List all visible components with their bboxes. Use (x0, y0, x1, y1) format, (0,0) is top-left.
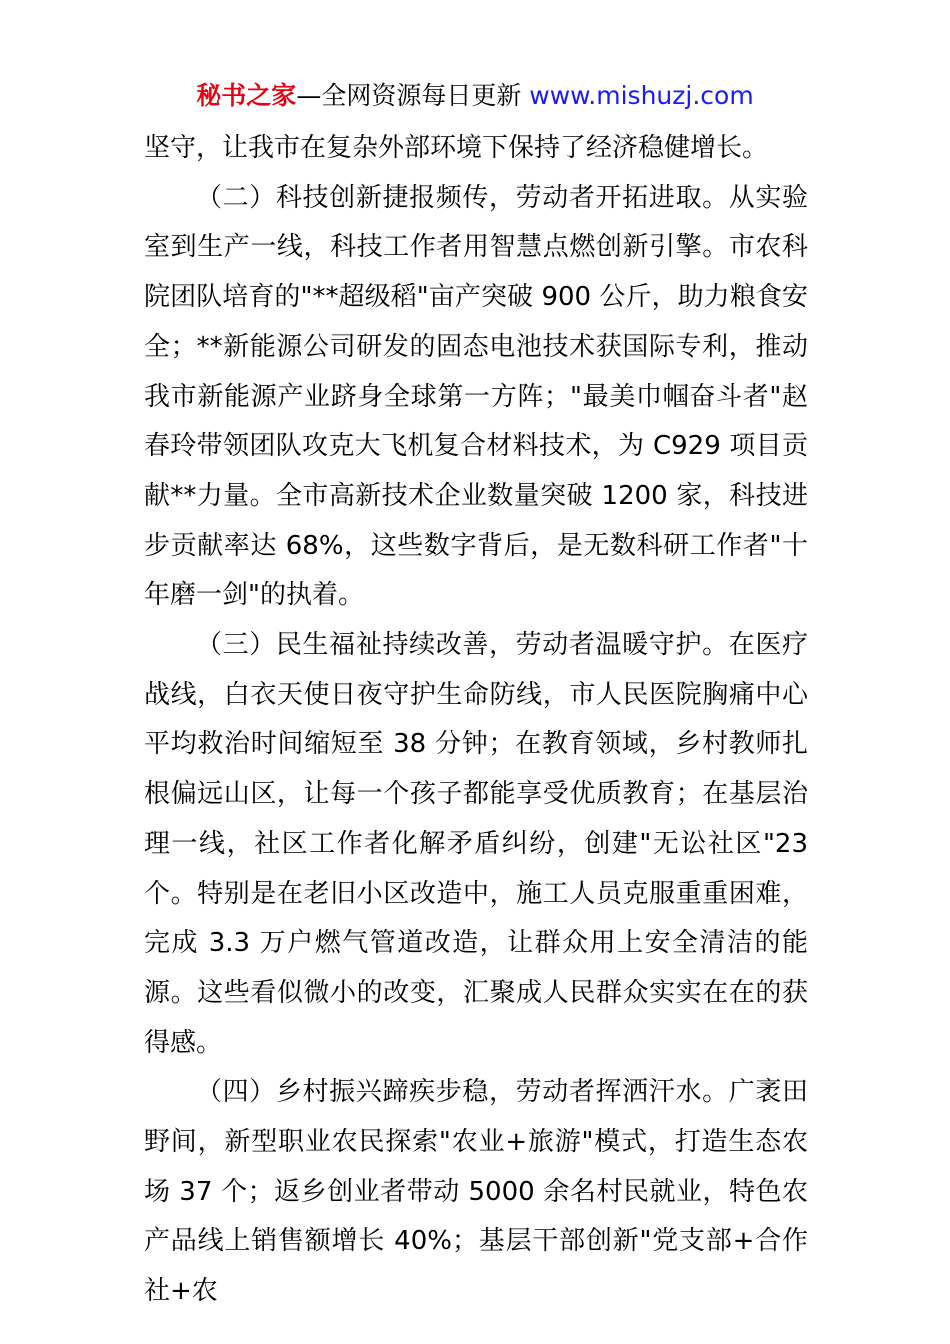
site-header (0, 78, 950, 114)
paragraph-tech-innovation: （二）科技创新捷报频传，劳动者开拓进取。从实验室到生产一线，科技工作者用智慧点燃创新引擎。市农科院团队培育的"**超级稻"亩产突破 900 公斤，助力粮食安全；**新能源公司研发的固态电池技术获国际专利，推动我市新能源产业跻身全球第一方阵；"最美巾帼奋斗者"赵春玲带领团队攻克大飞机复合材料技术，为 C929 项目贡献**力量。全市高新技术企业数量突破 1200 家，科技进步贡献率达 68%，这些数字背后，是无数科研工作者"十年磨一剑"的执着。 (144, 182, 808, 611)
document-body (144, 124, 808, 1317)
paragraph-continuation: 坚守，让我市在复杂外部环境下保持了经济稳健增长。 (144, 133, 769, 163)
site-brand: 秘书之家 (196, 81, 297, 110)
paragraph-livelihood: （三）民生福祉持续改善，劳动者温暖守护。在医疗战线，白衣天使日夜守护生命防线，市人民医院胸痛中心平均救治时间缩短至 38 分钟；在教育领域，乡村教师扎根偏远山区，让每一个孩子都能享受优质教育；在基层治理一线，社区工作者化解矛盾纠纷，创建"无讼社区"23 个。特别是在老旧小区改造中，施工人员克服重重困难，完成 3.3 万户燃气管道改造，让群众用上安全清洁的能源。这些看似微小的改变，汇聚成人民群众实实在在的获得感。 (144, 630, 808, 1058)
site-tagline: —全网资源每日更新 (296, 81, 530, 110)
site-url-link[interactable]: www.mishuzj.com (529, 81, 754, 110)
paragraph-rural-revitalization: （四）乡村振兴蹄疾步稳，劳动者挥洒汗水。广袤田野间，新型职业农民探索"农业+旅游"模式，打造生态农场 37 个；返乡创业者带动 5000 余名村民就业，特色农产品线上销售额增长 40%；基层干部创新"党支部+合作社+农 (144, 1077, 808, 1307)
